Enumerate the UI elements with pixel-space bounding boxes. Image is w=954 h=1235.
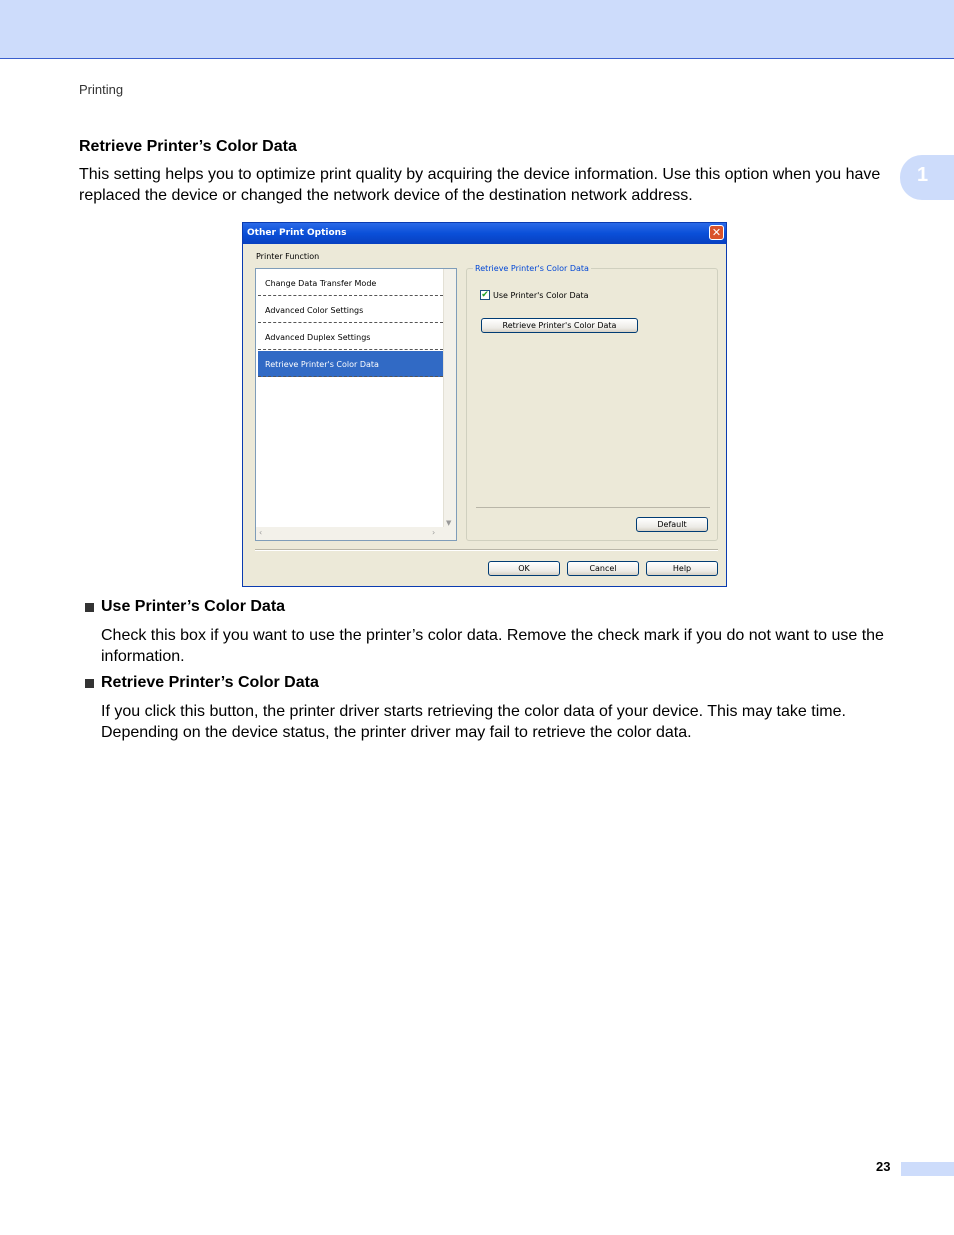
use-color-data-label[interactable]: Use Printer's Color Data — [493, 291, 589, 300]
function-item-change-data-transfer-mode[interactable]: Change Data Transfer Mode — [258, 270, 443, 296]
chevron-down-icon[interactable]: ▼ — [446, 519, 452, 527]
chevron-right-icon[interactable]: › — [432, 528, 436, 537]
retrieve-color-data-button[interactable]: Retrieve Printer's Color Data — [481, 318, 638, 333]
page-header-band — [0, 0, 954, 59]
ok-button[interactable]: OK — [488, 561, 560, 576]
bullet-square-icon — [85, 679, 94, 688]
dialog-separator — [255, 549, 718, 551]
use-color-data-checkbox[interactable]: ✔ — [481, 290, 489, 300]
vertical-scrollbar[interactable] — [443, 269, 456, 527]
close-icon[interactable]: ✕ — [709, 225, 724, 240]
bullet-text: If you click this button, the printer driver starts retrieving the color data of your device. This may take time. Depending on the device status, the printer driver may fail to retrieve the color data. — [101, 703, 846, 741]
group-title: Retrieve Printer's Color Data — [475, 264, 589, 273]
cancel-button[interactable]: Cancel — [567, 561, 639, 576]
function-item-retrieve-color-data[interactable]: Retrieve Printer's Color Data — [258, 351, 443, 377]
function-item-advanced-duplex-settings[interactable]: Advanced Duplex Settings — [258, 324, 443, 350]
group-separator — [476, 507, 710, 508]
bullet-heading: Use Printer’s Color Data — [101, 598, 286, 615]
help-button[interactable]: Help — [646, 561, 718, 576]
bullet-text: Check this box if you want to use the printer’s color data. Remove the check mark if you do not want to use the information. — [101, 627, 884, 665]
bullet-square-icon — [85, 603, 94, 612]
default-button[interactable]: Default — [636, 517, 708, 532]
dialog-titlebar — [243, 223, 726, 244]
retrieve-color-data-group — [466, 268, 718, 541]
dialog-title: Other Print Options — [247, 228, 347, 238]
intro-paragraph: This setting helps you to optimize print quality by acquiring the device information. Use this option when you have replaced the device or changed the network device of the destination network address. — [79, 166, 881, 204]
running-head: Printing — [79, 82, 124, 97]
printer-function-list[interactable] — [255, 268, 457, 541]
page-number: 23 — [876, 1159, 891, 1174]
other-print-options-dialog — [242, 222, 727, 587]
chevron-left-icon[interactable]: ‹ — [259, 528, 263, 537]
bullet-heading: Retrieve Printer’s Color Data — [101, 674, 319, 691]
page-footer-band — [901, 1162, 954, 1176]
function-item-advanced-color-settings[interactable]: Advanced Color Settings — [258, 297, 443, 323]
chapter-number: 1 — [917, 164, 929, 186]
horizontal-scrollbar[interactable] — [256, 527, 456, 540]
section-title: Retrieve Printer’s Color Data — [79, 138, 297, 155]
chapter-tab — [900, 155, 954, 200]
printer-function-label: Printer Function — [256, 252, 320, 261]
